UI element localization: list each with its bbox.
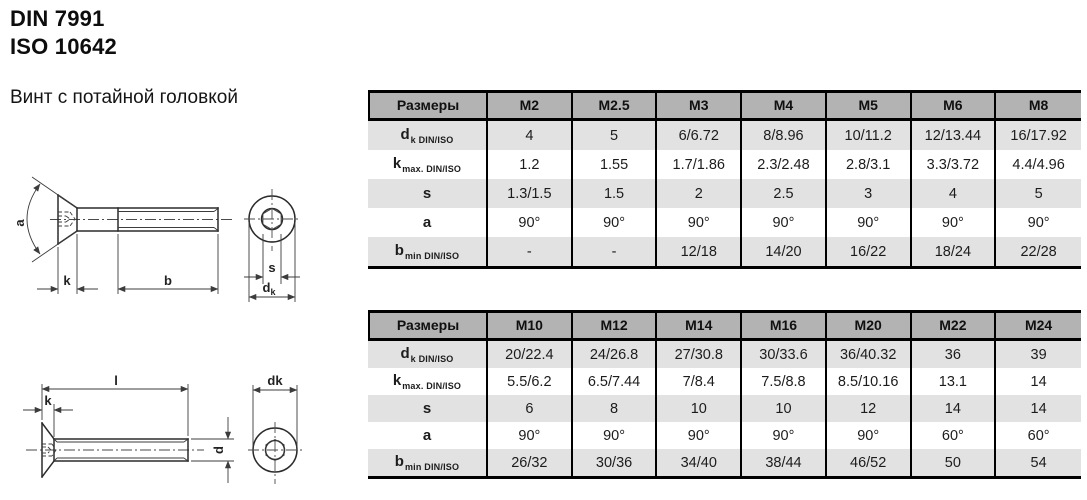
row-label: $b_{min DIN/ISO}$ xyxy=(368,449,488,476)
value-cell: 90° xyxy=(573,422,658,449)
head-end-view xyxy=(248,422,302,484)
table-row xyxy=(368,150,1081,179)
socket-width-label: s xyxy=(268,260,276,275)
row-label: $d_{k DIN/ISO}$ xyxy=(368,121,488,150)
value-cell: 90° xyxy=(573,208,658,237)
column-header: M14 xyxy=(657,313,742,341)
head-dia-label: $d_k$ xyxy=(262,280,276,297)
value-cell: 5 xyxy=(573,121,658,150)
value-cell: 39 xyxy=(1030,346,1047,363)
value-cell: 60° xyxy=(1027,427,1050,444)
value-cell: 54 xyxy=(1030,454,1047,471)
table-row xyxy=(368,422,1081,449)
value-cell: 1.2 xyxy=(488,150,573,179)
value-cell: 22/28 xyxy=(1020,243,1057,260)
value-cell: 36 xyxy=(912,341,997,368)
table-row xyxy=(368,449,1081,476)
value-cell: 90° xyxy=(742,422,827,449)
dimension-thread-length-b xyxy=(118,234,218,294)
row-label: $k_{max. DIN/ISO}$ xyxy=(368,368,488,395)
value-cell: 1.55 xyxy=(573,150,658,179)
sizes-header-cell: Размеры xyxy=(368,93,488,121)
value-cell: 6/6.72 xyxy=(657,121,742,150)
value-cell: 7/8.4 xyxy=(657,368,742,395)
table-row xyxy=(368,208,1081,237)
column-header: M2.5 xyxy=(573,93,658,121)
dimension-head-angle xyxy=(12,177,77,262)
value-cell: 12/18 xyxy=(657,237,742,266)
dimension-table xyxy=(368,310,1081,479)
value-cell: 4.4/4.96 xyxy=(1012,156,1065,173)
value-cell: 1.3/1.5 xyxy=(488,179,573,208)
header-row xyxy=(368,93,1081,121)
column-header: M2 xyxy=(488,93,573,121)
value-cell: 90° xyxy=(488,208,573,237)
value-cell: 38/44 xyxy=(742,449,827,476)
value-cell: 20/22.4 xyxy=(488,341,573,368)
column-header: M5 xyxy=(827,93,912,121)
value-cell: 2.8/3.1 xyxy=(827,150,912,179)
value-cell: 2 xyxy=(657,179,742,208)
row-label: $b_{min DIN/ISO}$ xyxy=(368,237,488,266)
value-cell: 3 xyxy=(827,179,912,208)
column-header: M4 xyxy=(742,93,827,121)
head-dia-label: dk xyxy=(267,373,283,388)
value-cell: 14 xyxy=(912,395,997,422)
size-table-m2-m8 xyxy=(368,90,1081,269)
dimension-head-height-k xyxy=(37,234,98,294)
row-label: a xyxy=(368,422,488,449)
value-cell: 10/11.2 xyxy=(827,121,912,150)
value-cell: 90° xyxy=(827,422,912,449)
column-header: M12 xyxy=(573,313,658,341)
value-cell: 16/22 xyxy=(827,237,912,266)
value-cell: 30/33.6 xyxy=(742,341,827,368)
product-name-subtitle: Винт с потайной головкой xyxy=(10,87,238,108)
value-cell: 1.5 xyxy=(573,179,658,208)
screw-side-view-drawing xyxy=(8,158,328,303)
value-cell: 14/20 xyxy=(742,237,827,266)
value-cell: 7.5/8.8 xyxy=(742,368,827,395)
value-cell: 12 xyxy=(827,395,912,422)
column-header: M20 xyxy=(827,313,912,341)
value-cell: 5.5/6.2 xyxy=(488,368,573,395)
value-cell: 8 xyxy=(573,395,658,422)
thread-length-label: b xyxy=(164,273,172,288)
column-header: M16 xyxy=(742,313,827,341)
dimension-head-dia-dk xyxy=(253,373,297,450)
value-cell: 10 xyxy=(657,395,742,422)
table-row xyxy=(368,179,1081,208)
value-cell: 10 xyxy=(742,395,827,422)
value-cell: 90° xyxy=(657,208,742,237)
standard-iso-title: ISO 10642 xyxy=(10,34,117,59)
value-cell: 4 xyxy=(912,179,997,208)
value-cell: 6.5/7.44 xyxy=(573,368,658,395)
column-header: M24 xyxy=(996,313,1081,341)
head-height-label: k xyxy=(44,393,52,408)
column-header: M22 xyxy=(912,313,997,341)
row-label: a xyxy=(368,208,488,237)
value-cell: 26/32 xyxy=(488,449,573,476)
table-row xyxy=(368,368,1081,395)
value-cell: 27/30.8 xyxy=(657,341,742,368)
value-cell: 90° xyxy=(912,208,997,237)
angle-label: a xyxy=(12,219,27,227)
value-cell: 12/13.44 xyxy=(912,121,997,150)
value-cell: 90° xyxy=(488,422,573,449)
hex-socket-hidden-lines xyxy=(58,212,75,226)
table-row xyxy=(368,395,1081,422)
value-cell: 60° xyxy=(912,422,997,449)
value-cell: - xyxy=(488,237,573,266)
value-cell: 5 xyxy=(1034,185,1043,202)
value-cell: 13.1 xyxy=(912,368,997,395)
value-cell: 14 xyxy=(1030,373,1047,390)
value-cell: 30/36 xyxy=(573,449,658,476)
header-row xyxy=(368,313,1081,341)
row-label: s xyxy=(368,395,488,422)
value-cell: 46/52 xyxy=(827,449,912,476)
row-label: $k_{max. DIN/ISO}$ xyxy=(368,150,488,179)
value-cell: 4 xyxy=(488,121,573,150)
shank-dia-label: d xyxy=(211,446,226,454)
length-label: l xyxy=(114,373,118,388)
value-cell: 90° xyxy=(657,422,742,449)
head-end-view xyxy=(244,189,300,251)
value-cell: 6 xyxy=(488,395,573,422)
sizes-header-cell: Размеры xyxy=(368,313,488,341)
table-row xyxy=(368,237,1081,266)
value-cell: 16/17.92 xyxy=(1010,127,1067,144)
dimension-table xyxy=(368,90,1081,269)
value-cell: 1.7/1.86 xyxy=(657,150,742,179)
column-header: M6 xyxy=(912,93,997,121)
value-cell: 14 xyxy=(1030,400,1047,417)
column-header: M10 xyxy=(488,313,573,341)
value-cell: 2.5 xyxy=(742,179,827,208)
value-cell: 34/40 xyxy=(657,449,742,476)
column-header: M3 xyxy=(657,93,742,121)
dimension-length-l xyxy=(42,373,188,436)
column-header: M8 xyxy=(996,93,1081,121)
row-label: $d_{k DIN/ISO}$ xyxy=(368,341,488,368)
value-cell: 36/40.32 xyxy=(827,341,912,368)
standard-din-title: DIN 7991 xyxy=(10,6,105,31)
screw-full-thread-drawing xyxy=(8,360,348,500)
value-cell: 90° xyxy=(742,208,827,237)
value-cell: 2.3/2.48 xyxy=(742,150,827,179)
head-height-label: k xyxy=(63,273,71,288)
value-cell: 24/26.8 xyxy=(573,341,658,368)
value-cell: - xyxy=(573,237,658,266)
value-cell: 8/8.96 xyxy=(742,121,827,150)
table-row xyxy=(368,341,1081,368)
value-cell: 50 xyxy=(912,449,997,476)
value-cell: 18/24 xyxy=(912,237,997,266)
table-row xyxy=(368,121,1081,150)
value-cell: 90° xyxy=(827,208,912,237)
value-cell: 3.3/3.72 xyxy=(912,150,997,179)
value-cell: 90° xyxy=(1027,214,1050,231)
size-table-m10-m24 xyxy=(368,310,1081,479)
row-label: s xyxy=(368,179,488,208)
value-cell: 8.5/10.16 xyxy=(827,368,912,395)
